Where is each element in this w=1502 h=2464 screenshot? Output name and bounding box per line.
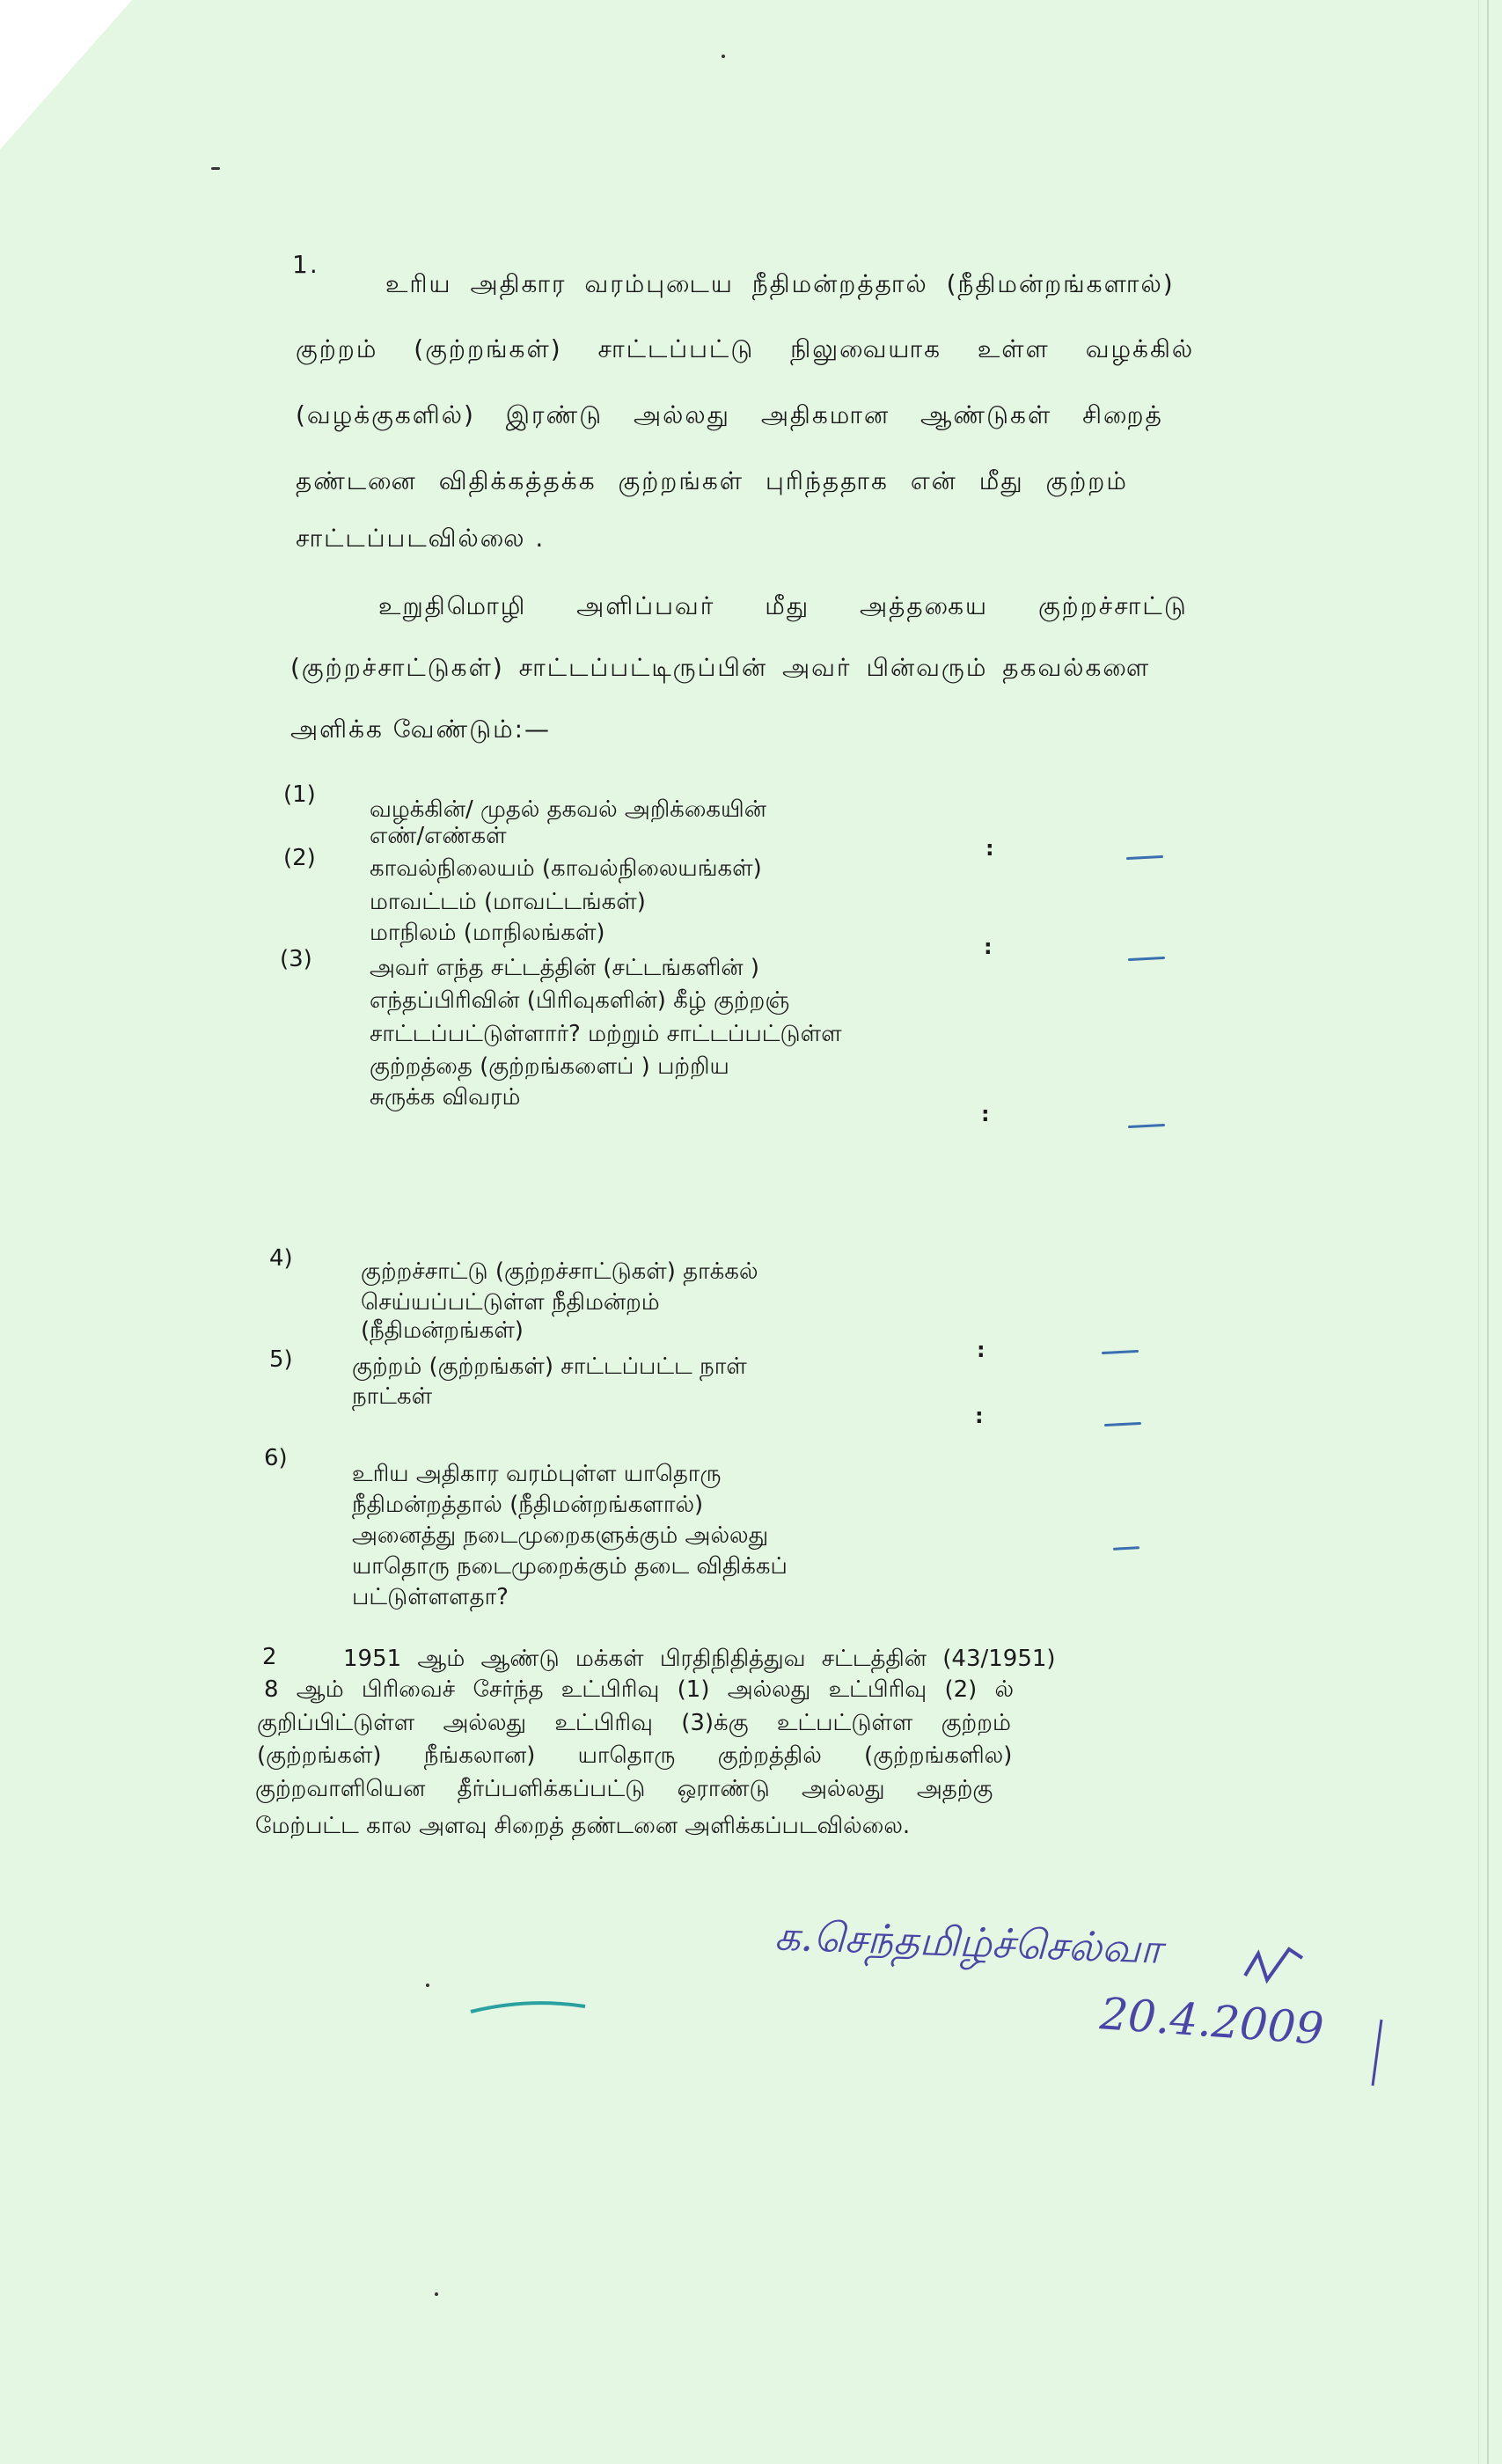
para2-line: (குற்றச்சாட்டுகள்) சாட்டப்பட்டிருப்பின் அவர் பின்வரும் தகவல்களை xyxy=(290,653,1151,682)
para3-line: 1951 ஆம் ஆண்டு மக்கள் பிரதிநிதித்துவ சட்டத்தின் (43/1951) xyxy=(343,1646,1056,1672)
item-text: உரிய அதிகார வரம்புள்ள யாதொரு xyxy=(352,1461,722,1487)
page-edge xyxy=(1487,0,1489,2464)
item-text: சாட்டப்பட்டுள்ளார்? மற்றும் சாட்டப்பட்டுள்ள xyxy=(370,1021,842,1047)
para1-line: குற்றம் (குற்றங்கள்) சாட்டப்பட்டு நிலுவையாக உள்ள வழக்கில் xyxy=(296,334,1195,363)
paper-speck xyxy=(435,2292,438,2296)
signature-date: 20.4.2009 xyxy=(1098,1988,1326,2055)
item-text: காவல்நிலையம் (காவல்நிலையங்கள்) xyxy=(370,855,762,882)
item-text: பட்டுள்ளளதா? xyxy=(352,1584,509,1610)
item-number: (1) xyxy=(283,781,316,808)
para3-line: குறிப்பிட்டுள்ள அல்லது உட்பிரிவு (3)க்கு உட்பட்டுள்ள குற்றம் xyxy=(257,1710,1011,1736)
item-text: யாதொரு நடைமுறைக்கும் தடை விதிக்கப் xyxy=(352,1553,788,1580)
paper-speck xyxy=(426,1984,429,1987)
item-number: (3) xyxy=(280,946,312,972)
paper-speck xyxy=(211,167,220,170)
item-number: 6) xyxy=(264,1445,288,1471)
item-text: அவர் எந்த சட்டத்தின் (சட்டங்களின் ) xyxy=(370,955,759,981)
para3-line: மேற்பட்ட கால அளவு சிறைத் தண்டனை அளிக்கப்படவில்லை. xyxy=(255,1813,911,1839)
para3-line: (குற்றங்கள்) நீங்கலான) யாதொரு குற்றத்தில் (குற்றங்களில) xyxy=(257,1742,1013,1769)
para3-line: 8 ஆம் பிரிவைச் சேர்ந்த உட்பிரிவு (1) அல்லது உட்பிரிவு (2) ல் xyxy=(264,1676,1015,1703)
item-text: சுருக்க விவரம் xyxy=(370,1084,521,1111)
page-edge xyxy=(1478,0,1479,2464)
paper-speck xyxy=(722,55,725,58)
para1-line: உரிய அதிகார வரம்புடைய நீதிமன்றத்தால் (நீதிமன்றங்களால்) xyxy=(385,269,1175,298)
item-text: அனைத்து நடைமுறைகளுக்கும் அல்லது xyxy=(352,1522,769,1549)
item-text: செய்யப்பட்டுள்ள நீதிமன்றம் xyxy=(361,1289,660,1316)
para3-line: குற்றவாளியென தீர்ப்பளிக்கப்பட்டு ஒராண்டு அல்லது அதற்கு xyxy=(255,1776,993,1802)
field-colon: : xyxy=(981,1102,990,1126)
date-stroke xyxy=(1355,2015,1390,2094)
para1-number: 1. xyxy=(292,250,319,279)
item-text: மாநிலம் (மாநிலங்கள்) xyxy=(370,920,605,946)
field-colon: : xyxy=(975,1404,984,1428)
field-colon: : xyxy=(977,1338,985,1362)
para2-line: உறுதிமொழி அளிப்பவர் மீது அத்தகைய குற்றச்சாட்டு xyxy=(378,591,1188,620)
signature-name: க.செந்தமிழ்ச்செல்வா xyxy=(773,1911,1163,1973)
para3-number: 2 xyxy=(262,1644,277,1670)
para1-line: சாட்டப்படவில்லை . xyxy=(296,524,546,553)
pen-mark xyxy=(466,1996,590,2022)
item-number: 4) xyxy=(269,1245,293,1272)
item-text: குற்றச்சாட்டு (குற்றச்சாட்டுகள்) தாக்கல் xyxy=(361,1258,758,1285)
item-text: குற்றம் (குற்றங்கள்) சாட்டப்பட்ட நாள் xyxy=(352,1353,747,1380)
item-text: மாவட்டம் (மாவட்டங்கள்) xyxy=(370,889,646,915)
item-text: வழக்கின்/ முதல் தகவல் அறிக்கையின் xyxy=(370,796,766,823)
signature-flourish xyxy=(1241,1940,1311,1993)
para2-line: அளிக்க வேண்டும்:— xyxy=(290,715,552,744)
item-text: எண்/எண்கள் xyxy=(370,823,507,849)
item-text: குற்றத்தை (குற்றங்களைப் ) பற்றிய xyxy=(370,1053,729,1080)
para1-line: தண்டனை விதிக்கத்தக்க குற்றங்கள் புரிந்ததாக என் மீது குற்றம் xyxy=(296,466,1128,495)
field-colon: : xyxy=(984,935,993,959)
item-text: நாட்கள் xyxy=(352,1383,433,1410)
item-number: 5) xyxy=(269,1346,293,1373)
item-text: எந்தப்பிரிவின் (பிரிவுகளின்) கீழ் குற்றஞ் xyxy=(370,987,790,1014)
item-number: (2) xyxy=(283,845,316,871)
field-colon: : xyxy=(985,836,994,861)
para1-line: (வழக்குகளில்) இரண்டு அல்லது அதிகமான ஆண்டுகள் சிறைத் xyxy=(296,400,1163,429)
item-text: நீதிமன்றத்தால் (நீதிமன்றங்களால்) xyxy=(352,1492,704,1518)
item-text: (நீதிமன்றங்கள்) xyxy=(361,1317,524,1344)
